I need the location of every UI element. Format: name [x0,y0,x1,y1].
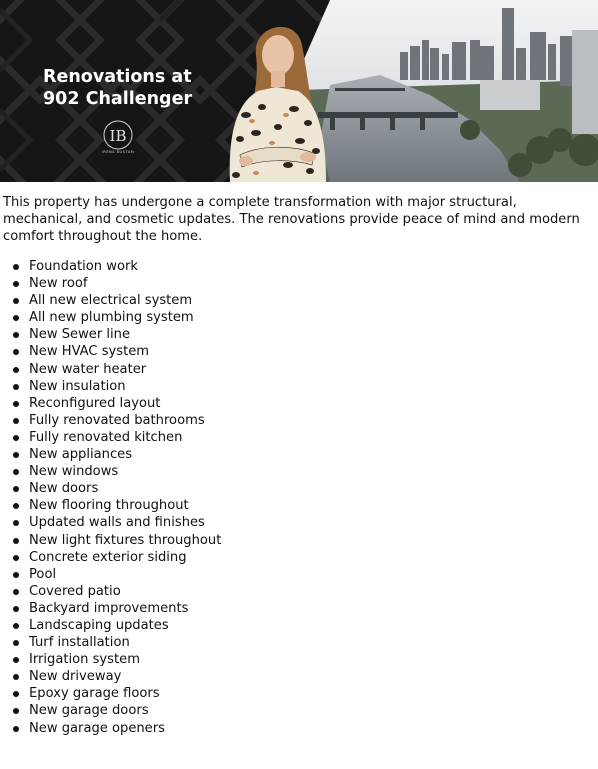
bullet-icon [13,640,19,646]
list-item [13,702,598,719]
list-item [13,275,598,292]
list-item-label: Pool [29,566,57,582]
bullet-icon [13,691,19,697]
bullet-icon [13,469,19,475]
list-item-label: Irrigation system [29,652,140,668]
list-item [13,600,598,617]
bullet-icon [13,606,19,612]
list-item [13,685,598,702]
bullet-icon [13,726,19,732]
list-item [13,668,598,685]
list-item-label: Foundation work [29,259,138,274]
bullet-icon [13,418,19,424]
list-item [13,480,598,497]
bullet-icon [13,367,19,373]
list-item [13,446,598,463]
list-item [13,514,598,531]
list-item [13,343,598,360]
list-item-label: Turf installation [29,635,130,651]
bullet-icon [13,332,19,338]
list-item-label: New insulation [29,378,126,394]
list-item [13,651,598,668]
list-item [13,258,598,275]
bullet-icon [13,264,19,270]
bullet-icon [13,623,19,629]
list-item-label: Concrete exterior siding [29,549,187,565]
list-item-label: Fully renovated kitchen [29,429,183,445]
bullet-icon [13,503,19,509]
list-item [13,583,598,600]
list-item [13,617,598,634]
list-item-label: New light fixtures throughout [29,532,222,548]
list-item [13,463,598,480]
banner-title-line2: 902 Challenger [43,89,193,109]
bullet-icon [13,589,19,595]
bullet-icon [13,435,19,441]
list-item-label: New garage doors [29,703,149,719]
list-item-label: New garage openers [29,720,165,736]
list-item-label: New Sewer line [29,327,131,343]
list-item-label: Epoxy garage floors [29,686,160,702]
list-item-label: Updated walls and finishes [29,515,205,531]
list-item-label: Reconfigured layout [29,395,161,411]
list-item [13,634,598,651]
list-item [13,309,598,326]
bullet-icon [13,572,19,578]
bullet-icon [13,708,19,714]
list-item-label: All new electrical system [29,293,193,309]
list-item [13,395,598,412]
list-item [13,412,598,429]
logo-monogram: IB [109,127,127,145]
list-item-label: Covered patio [29,583,121,599]
bullet-icon [13,401,19,407]
bullet-icon [13,657,19,663]
bullet-icon [13,298,19,304]
list-item [13,566,598,583]
list-item [13,292,598,309]
banner-title-line1: Renovations at [43,67,192,87]
bullet-icon [13,452,19,458]
list-item-label: New roof [29,276,88,292]
bullet-icon [13,520,19,526]
bullet-icon [13,538,19,544]
logo-subtitle: IRENA BUSTAM [101,150,135,154]
list-item-label: New HVAC system [29,344,150,360]
list-item-label: All new plumbing system [29,310,194,326]
list-item [13,720,598,737]
list-item [13,429,598,446]
header-banner [0,0,598,182]
list-item [13,497,598,514]
list-item-label: New water heater [29,361,147,377]
list-item-label: Landscaping updates [29,617,169,633]
list-item-label: Backyard improvements [29,600,189,616]
list-item [13,532,598,549]
bullet-icon [13,315,19,321]
bullet-icon [13,349,19,355]
list-item-label: New windows [29,464,119,480]
agent-portrait-image [216,15,332,182]
list-item-label: New appliances [29,447,133,463]
list-item-label: Fully renovated bathrooms [29,412,205,428]
list-item [13,361,598,378]
intro-paragraph: This property has undergone a complete transformation with major structural, mechanical, and cosmetic updates. The renovations provide peace of mind and modern comfort throughout the home. [3,195,580,244]
bullet-icon [13,555,19,561]
list-item-label: New doors [29,481,99,497]
banner-title [43,66,223,110]
bullet-icon [13,384,19,390]
list-item [13,378,598,395]
list-item [13,549,598,566]
renovation-list [0,258,598,737]
bullet-icon [13,486,19,492]
bullet-icon [13,674,19,680]
list-item [13,326,598,343]
list-item-label: New flooring throughout [29,498,189,514]
list-item-label: New driveway [29,669,122,685]
bullet-icon [13,281,19,287]
